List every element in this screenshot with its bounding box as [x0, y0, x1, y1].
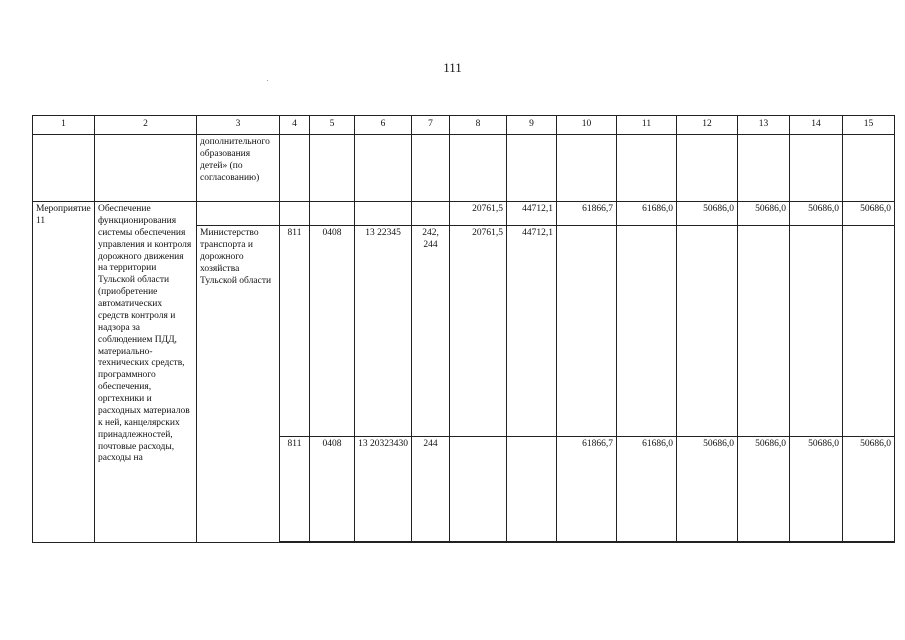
- row1-c6: 13 22345: [355, 226, 412, 437]
- measure-total-row: [33, 202, 895, 226]
- table-cell: [738, 135, 790, 202]
- row2-c11: 61686,0: [617, 436, 677, 541]
- scan-speck: [267, 80, 268, 81]
- row2-c4: 811: [280, 436, 310, 541]
- total-c15: 50686,0: [843, 202, 895, 226]
- table-cell: [412, 202, 450, 226]
- column-header: 8: [450, 116, 507, 135]
- table-cell: [280, 542, 310, 543]
- column-header: 9: [507, 116, 557, 135]
- column-header: 11: [617, 116, 677, 135]
- row2-c9: [507, 436, 557, 541]
- row1-c15: [843, 226, 895, 437]
- table-cell: [843, 135, 895, 202]
- budget-table: [32, 115, 895, 543]
- table-cell: [790, 135, 843, 202]
- row2-c5: 0408: [310, 436, 355, 541]
- column-header: 15: [843, 116, 895, 135]
- table-cell: [617, 542, 677, 543]
- column-header: 3: [197, 116, 280, 135]
- row2-c7: 244: [412, 436, 450, 541]
- table-cell: [843, 542, 895, 543]
- row1-c10: [557, 226, 617, 437]
- column-header: 12: [677, 116, 738, 135]
- total-c11: 61686,0: [617, 202, 677, 226]
- row1-c7: 242, 244: [412, 226, 450, 437]
- measure-description: Обеспечение функционирования системы обеспечения управления и контроля дорожного движения на территории Тульской области (приобретение автоматических средств контроля и надзора за соблюдением ПДД, материально-технических средств, программного обеспечения, оргтехники и расходных материалов к ней, канцелярских принадлежностей, почтовые расходы, расходы на: [95, 202, 197, 543]
- row2-c13: 50686,0: [738, 436, 790, 541]
- continuation-row: [33, 135, 895, 202]
- column-header: 1: [33, 116, 95, 135]
- row1-c4: 811: [280, 226, 310, 437]
- column-number-row: [33, 116, 895, 135]
- column-header: 7: [412, 116, 450, 135]
- table-cell: [677, 542, 738, 543]
- row1-c9: 44712,1: [507, 226, 557, 437]
- measure-label: Мероприятие 11: [33, 202, 95, 543]
- page-number: 111: [443, 60, 462, 75]
- table-cell: [95, 135, 197, 202]
- column-header: 5: [310, 116, 355, 135]
- table-cell: [507, 135, 557, 202]
- table-cell: [280, 202, 310, 226]
- table-cell: [310, 202, 355, 226]
- table-cell: [355, 542, 412, 543]
- row2-c10: 61866,7: [557, 436, 617, 541]
- total-c9: 44712,1: [507, 202, 557, 226]
- row1-c11: [617, 226, 677, 437]
- total-c8: 20761,5: [450, 202, 507, 226]
- table-cell: [280, 135, 310, 202]
- table-cell: [412, 542, 450, 543]
- table-cell: [412, 135, 450, 202]
- table-cell: [33, 135, 95, 202]
- table-cell: [557, 135, 617, 202]
- table-cell: [355, 202, 412, 226]
- total-c14: 50686,0: [790, 202, 843, 226]
- column-header: 4: [280, 116, 310, 135]
- column-header: 6: [355, 116, 412, 135]
- table-cell: [197, 202, 280, 226]
- row2-c14: 50686,0: [790, 436, 843, 541]
- column-header: 10: [557, 116, 617, 135]
- table-cell: [617, 135, 677, 202]
- column-header: 2: [95, 116, 197, 135]
- table-cell: [557, 542, 617, 543]
- executor-continuation: дополнительного образования детей» (по согласованию): [197, 135, 280, 202]
- row1-c14: [790, 226, 843, 437]
- total-c10: 61866,7: [557, 202, 617, 226]
- column-header: 14: [790, 116, 843, 135]
- table-cell: [677, 135, 738, 202]
- executor-name: Министерство транспорта и дорожного хозяйства Тульской области: [197, 226, 280, 543]
- table-cell: [450, 542, 507, 543]
- table-cell: [310, 542, 355, 543]
- total-c12: 50686,0: [677, 202, 738, 226]
- total-c13: 50686,0: [738, 202, 790, 226]
- row2-c12: 50686,0: [677, 436, 738, 541]
- table-cell: [355, 135, 412, 202]
- row2-c15: 50686,0: [843, 436, 895, 541]
- table-cell: [507, 542, 557, 543]
- row2-c6: 13 20323430: [355, 436, 412, 541]
- row1-c12: [677, 226, 738, 437]
- table-cell: [790, 542, 843, 543]
- table-cell: [450, 135, 507, 202]
- column-header: 13: [738, 116, 790, 135]
- row1-c5: 0408: [310, 226, 355, 437]
- table-cell: [738, 542, 790, 543]
- row2-c8: [450, 436, 507, 541]
- row1-c13: [738, 226, 790, 437]
- row1-c8: 20761,5: [450, 226, 507, 437]
- table-cell: [310, 135, 355, 202]
